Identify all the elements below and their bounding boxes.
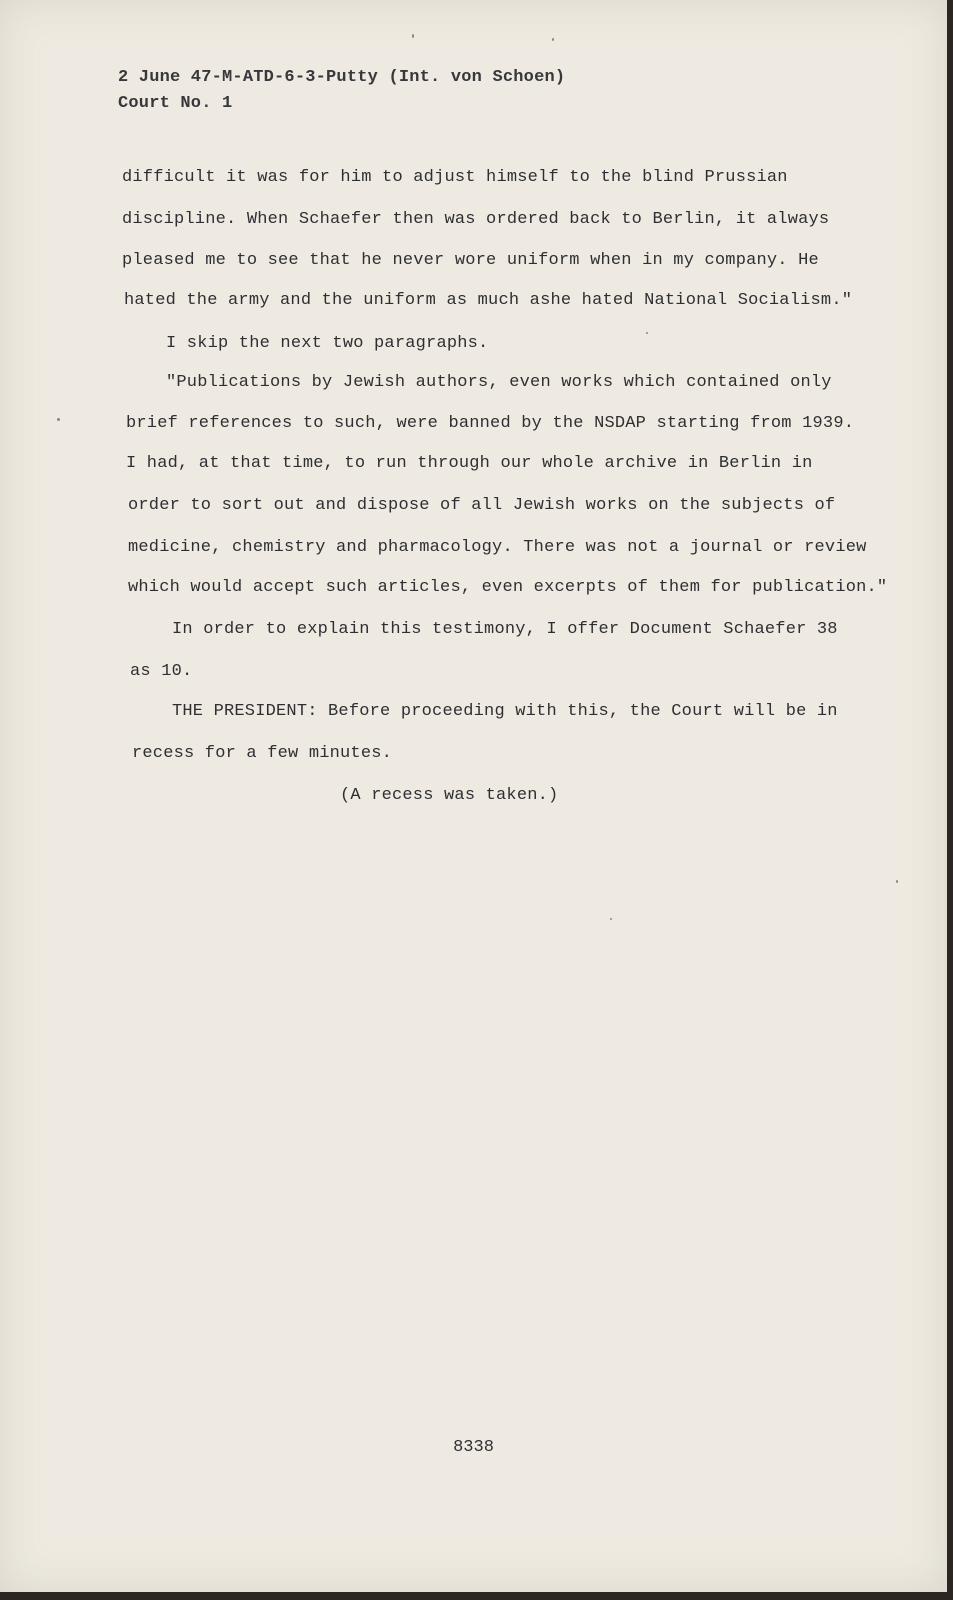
- paper-speck: [57, 418, 60, 421]
- body-line: I skip the next two paragraphs.: [166, 334, 489, 353]
- body-line: hated the army and the uniform as much ashe hated National Socialism.": [124, 291, 853, 310]
- body-line: difficult it was for him to adjust himself to the blind Prussian: [122, 168, 788, 187]
- body-line: which would accept such articles, even excerpts of them for publication.": [128, 578, 888, 597]
- header-line-2: Court No. 1: [118, 94, 233, 113]
- paper-speck: [896, 880, 898, 883]
- body-line: In order to explain this testimony, I offer Document Schaefer 38: [172, 620, 838, 639]
- paper-speck: [412, 34, 414, 38]
- page-number: 8338: [453, 1438, 494, 1457]
- paper-speck: [552, 38, 554, 41]
- header-line-1: 2 June 47-M-ATD-6-3-Putty (Int. von Schoen): [118, 68, 566, 87]
- body-line: brief references to such, were banned by the NSDAP starting from 1939.: [126, 414, 855, 433]
- body-line: recess for a few minutes.: [132, 744, 393, 763]
- recess-note: (A recess was taken.): [340, 786, 559, 805]
- body-line: pleased me to see that he never wore uniform when in my company. He: [122, 251, 819, 270]
- body-line: discipline. When Schaefer then was ordered back to Berlin, it always: [122, 210, 830, 229]
- body-line: as 10.: [130, 662, 193, 681]
- body-line: order to sort out and dispose of all Jewish works on the subjects of: [128, 496, 836, 515]
- body-line: I had, at that time, to run through our whole archive in Berlin in: [126, 454, 813, 473]
- paper-speck: [610, 918, 612, 920]
- body-line: THE PRESIDENT: Before proceeding with this, the Court will be in: [172, 702, 838, 721]
- body-line: "Publications by Jewish authors, even works which contained only: [166, 373, 832, 392]
- paper-speck: [646, 332, 648, 334]
- body-line: medicine, chemistry and pharmacology. There was not a journal or review: [128, 538, 867, 557]
